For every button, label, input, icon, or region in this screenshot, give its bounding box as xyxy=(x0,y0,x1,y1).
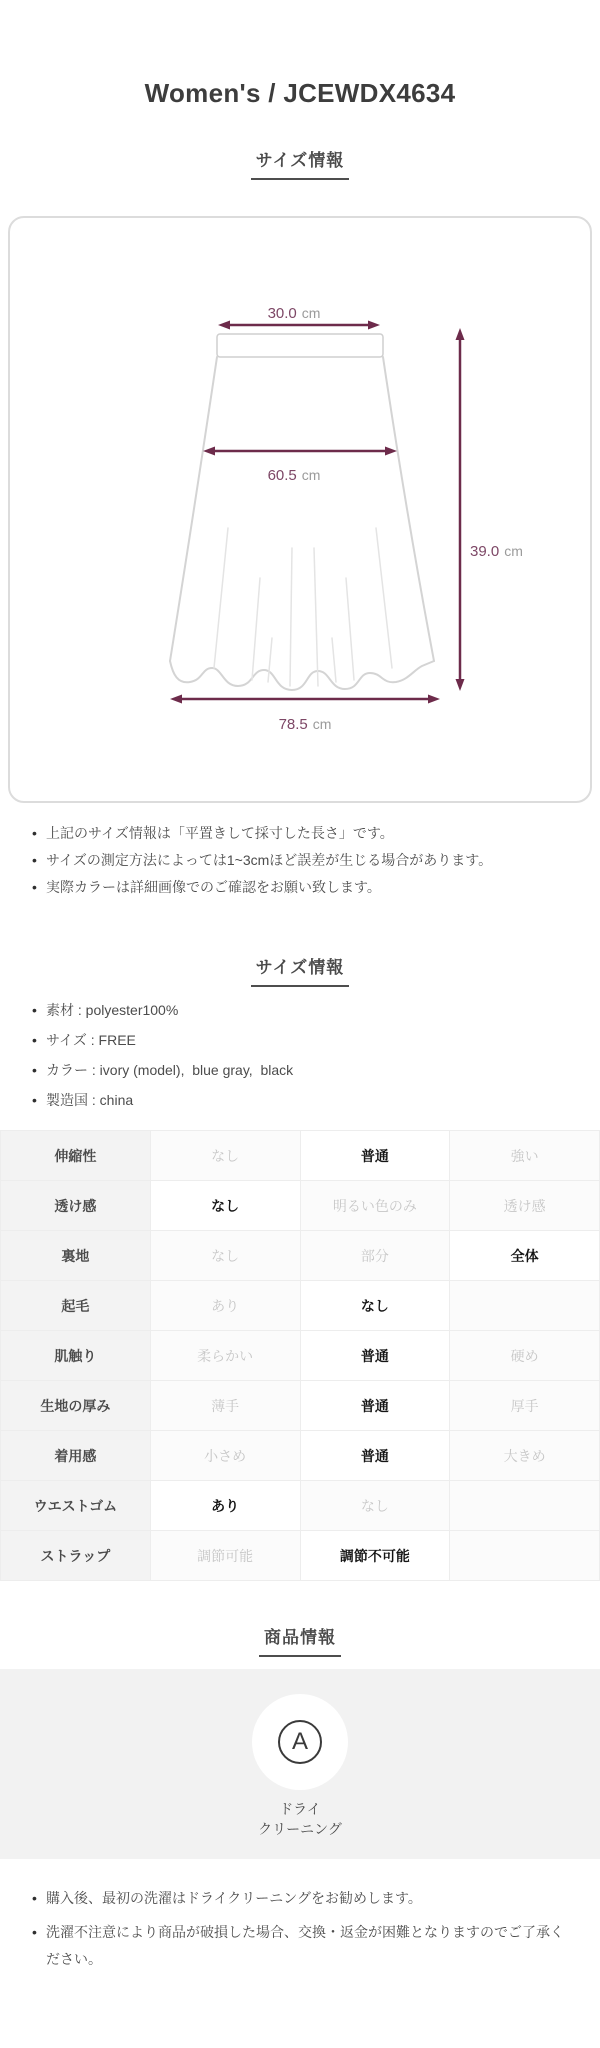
attr-cell: 強い xyxy=(450,1131,600,1181)
note-item: • 上記のサイズ情報は「平置きして採寸した長さ」です。 xyxy=(32,820,572,847)
attr-cell: 全体 xyxy=(450,1231,600,1281)
attr-cell: 小さめ xyxy=(150,1431,300,1481)
attr-cell: なし xyxy=(300,1281,450,1331)
skirt-left-side xyxy=(170,357,217,661)
attr-cell: 透け感 xyxy=(450,1181,600,1231)
page-title: Women's / JCEWDX4634 xyxy=(144,78,456,108)
attr-cell: 普通 xyxy=(300,1431,450,1481)
note-item: • 実際カラーは詳細画像でのご確認をお願い致します。 xyxy=(32,874,572,901)
spec-items xyxy=(0,997,600,1114)
product-section-heading-wrap xyxy=(0,1623,600,1657)
attr-cell: なし xyxy=(300,1481,450,1531)
table-row xyxy=(1,1381,600,1431)
care-label-line2: クリーニング xyxy=(258,1821,342,1837)
spec-item-size: • サイズ : FREE xyxy=(32,1027,572,1054)
attr-cell: 柔らかい xyxy=(150,1331,300,1381)
note-item: • 購入後、最初の洗濯はドライクリーニングをお勧めします。 xyxy=(32,1885,572,1912)
attr-cell: 厚手 xyxy=(450,1381,600,1431)
size-diagram-panel xyxy=(8,216,592,803)
attr-row-label: 生地の厚み xyxy=(1,1381,151,1431)
skirt-measurement-diagram xyxy=(10,218,594,801)
spec-section-heading-wrap xyxy=(0,953,600,987)
skirt-pleat-lines xyxy=(214,528,392,686)
size-section-heading-wrap xyxy=(0,146,600,180)
attr-cell: 明るい色のみ xyxy=(300,1181,450,1231)
table-row xyxy=(1,1531,600,1581)
attr-cell: 薄手 xyxy=(150,1381,300,1431)
table-row xyxy=(1,1431,600,1481)
attr-cell: 調節可能 xyxy=(150,1531,300,1581)
table-row xyxy=(1,1481,600,1531)
skirt-waistband xyxy=(217,334,383,357)
skirt-hem xyxy=(170,661,434,690)
attr-cell: 大きめ xyxy=(450,1431,600,1481)
care-label xyxy=(258,1799,342,1839)
attr-cell: あり xyxy=(150,1281,300,1331)
attr-cell: なし xyxy=(150,1231,300,1281)
size-diagram-notes xyxy=(0,820,600,901)
attr-row-label: 肌触り xyxy=(1,1331,151,1381)
care-label-line1: ドライ xyxy=(279,1801,321,1817)
hip-measurement-label: 60.5 cm xyxy=(267,467,321,484)
product-section-heading: 商品情報 xyxy=(259,1623,341,1657)
attr-row-label: 透け感 xyxy=(1,1181,151,1231)
attr-cell: あり xyxy=(150,1481,300,1531)
length-measurement-label: 39.0 cm xyxy=(470,543,523,560)
product-notes xyxy=(0,1885,600,1973)
care-symbol-circle xyxy=(252,1694,348,1790)
table-row xyxy=(1,1281,600,1331)
attr-cell xyxy=(450,1281,600,1331)
attr-cell: 部分 xyxy=(300,1231,450,1281)
spec-item-country: • 製造国 : china xyxy=(32,1087,572,1114)
table-row xyxy=(1,1181,600,1231)
waist-measurement-label: 30.0 cm xyxy=(267,305,321,322)
attributes-table xyxy=(0,1130,600,1581)
attr-cell: 普通 xyxy=(300,1381,450,1431)
attr-cell: なし xyxy=(150,1181,300,1231)
attr-cell: 硬め xyxy=(450,1331,600,1381)
table-row xyxy=(1,1331,600,1381)
table-row xyxy=(1,1231,600,1281)
attr-cell xyxy=(450,1531,600,1581)
attr-row-label: 起毛 xyxy=(1,1281,151,1331)
spec-item-color: • カラー : ivory (model), blue gray, black xyxy=(32,1057,572,1084)
attr-row-label: 裏地 xyxy=(1,1231,151,1281)
attr-row-label: 着用感 xyxy=(1,1431,151,1481)
attr-row-label: ストラップ xyxy=(1,1531,151,1581)
attr-cell xyxy=(450,1481,600,1531)
hem-measurement-label: 78.5 cm xyxy=(278,716,332,733)
dry-cleaning-icon: A xyxy=(278,1720,322,1764)
table-row xyxy=(1,1131,600,1181)
attr-cell: 普通 xyxy=(300,1131,450,1181)
attr-row-label: 伸縮性 xyxy=(1,1131,151,1181)
attr-row-label: ウエストゴム xyxy=(1,1481,151,1531)
note-item: • 洗濯不注意により商品が破損した場合、交換・返金が困難となりますのでご了承ください。 xyxy=(32,1919,572,1973)
spec-item-material: • 素材 : polyester100% xyxy=(32,997,572,1024)
skirt-outline xyxy=(170,334,434,690)
attr-cell: 調節不可能 xyxy=(300,1531,450,1581)
size-section-heading: サイズ情報 xyxy=(251,146,350,180)
skirt-right-side xyxy=(383,357,434,661)
attr-cell: 普通 xyxy=(300,1331,450,1381)
note-item: • サイズの測定方法によっては1~3cmほど誤差が生じる場合があります。 xyxy=(32,847,572,874)
spec-section-heading: サイズ情報 xyxy=(251,953,350,987)
care-instruction-band xyxy=(0,1669,600,1859)
attr-cell: なし xyxy=(150,1131,300,1181)
